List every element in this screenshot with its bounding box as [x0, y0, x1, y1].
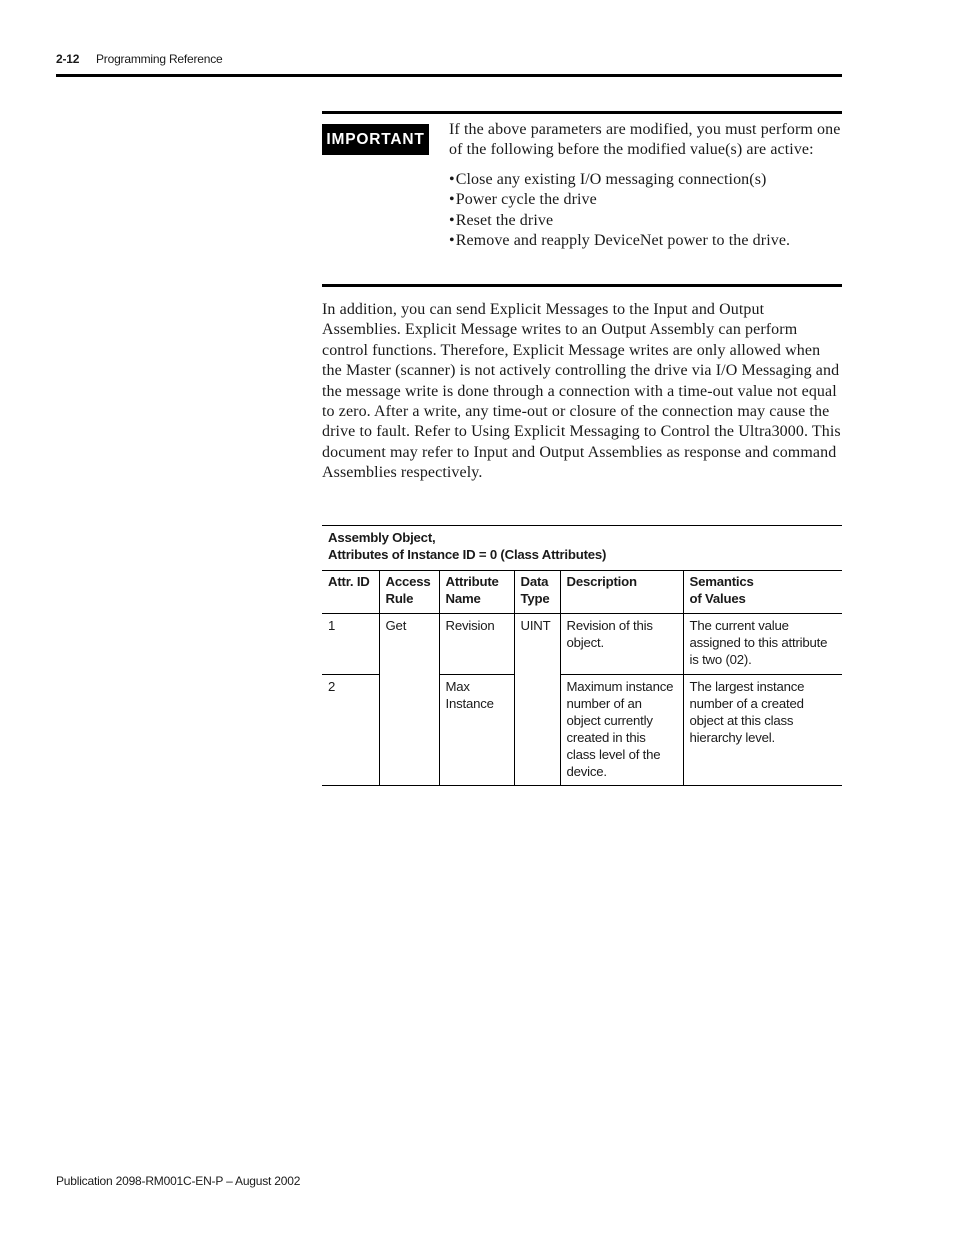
important-list	[449, 170, 849, 251]
header-data-type: Data Type	[514, 571, 560, 614]
header-description: Description	[560, 571, 683, 614]
header-semantics: Semantics of Values	[683, 571, 842, 614]
bullet-icon: •	[449, 211, 455, 229]
cell-semantics: The current value assigned to this attribute is two (02).	[683, 614, 842, 675]
cell-data-type: UINT	[514, 614, 560, 786]
cell-attr-id: 2	[322, 675, 379, 786]
body-paragraph: In addition, you can send Explicit Messages to the Input and Output Assemblies. Explicit Message writes to an Output Assembly can perform control functions. Therefore, Explicit Message writes are only allowed when the Master (scanner) is not actively controlling the drive via I/O Messaging and the message write is done through a connection with a time-out value not equal to zero. After a write, any time-out or closure of the connection may cause the drive to fault. Refer to Using Explicit Messaging to Control the Ultra3000. This document may refer to Input and Output Assemblies as response and command Assemblies respectively.	[322, 301, 841, 482]
bullet-icon: •	[449, 191, 455, 209]
cell-semantics: The largest instance number of a created object at this class hierarchy level.	[683, 675, 842, 786]
list-item: •Reset the drive	[449, 211, 554, 229]
table-caption-line2: Attributes of Instance ID = 0 (Class Attributes)	[328, 547, 607, 562]
cell-attribute-name: Revision	[439, 614, 514, 675]
header-access-rule: Access Rule	[379, 571, 439, 614]
publication-footer: Publication 2098-RM001C-EN-P – August 2002	[56, 1174, 301, 1188]
important-notice	[449, 120, 849, 251]
header-attribute-name: Attribute Name	[439, 571, 514, 614]
cell-access-rule: Get	[379, 614, 439, 786]
table-header-row	[322, 571, 842, 614]
important-top-rule	[322, 111, 842, 114]
bullet-icon: •	[449, 171, 455, 189]
important-bottom-rule	[322, 284, 842, 287]
list-item: •Power cycle the drive	[449, 191, 597, 209]
assembly-object-table	[322, 525, 842, 786]
header-rule	[56, 74, 842, 77]
list-item: •Remove and reapply DeviceNet power to the drive.	[449, 231, 791, 249]
cell-attribute-name: Max Instance	[439, 675, 514, 786]
important-intro: If the above parameters are modified, you must perform one of the following before the modified value(s) are active:	[449, 121, 841, 159]
header-attr-id: Attr. ID	[322, 571, 379, 614]
table-caption	[322, 526, 842, 571]
running-header	[56, 52, 842, 66]
cell-description: Revision of this object.	[560, 614, 683, 675]
table-row	[322, 614, 842, 675]
list-item: •Close any existing I/O messaging connection(s)	[449, 171, 767, 189]
cell-description: Maximum instance number of an object currently created in this class level of the device.	[560, 675, 683, 786]
section-title: Programming Reference	[96, 52, 223, 66]
bullet-icon: •	[449, 231, 455, 249]
page-number: 2-12	[56, 52, 80, 66]
cell-attr-id: 1	[322, 614, 379, 675]
important-badge: IMPORTANT	[322, 124, 429, 155]
table-caption-line1: Assembly Object,	[328, 530, 436, 545]
